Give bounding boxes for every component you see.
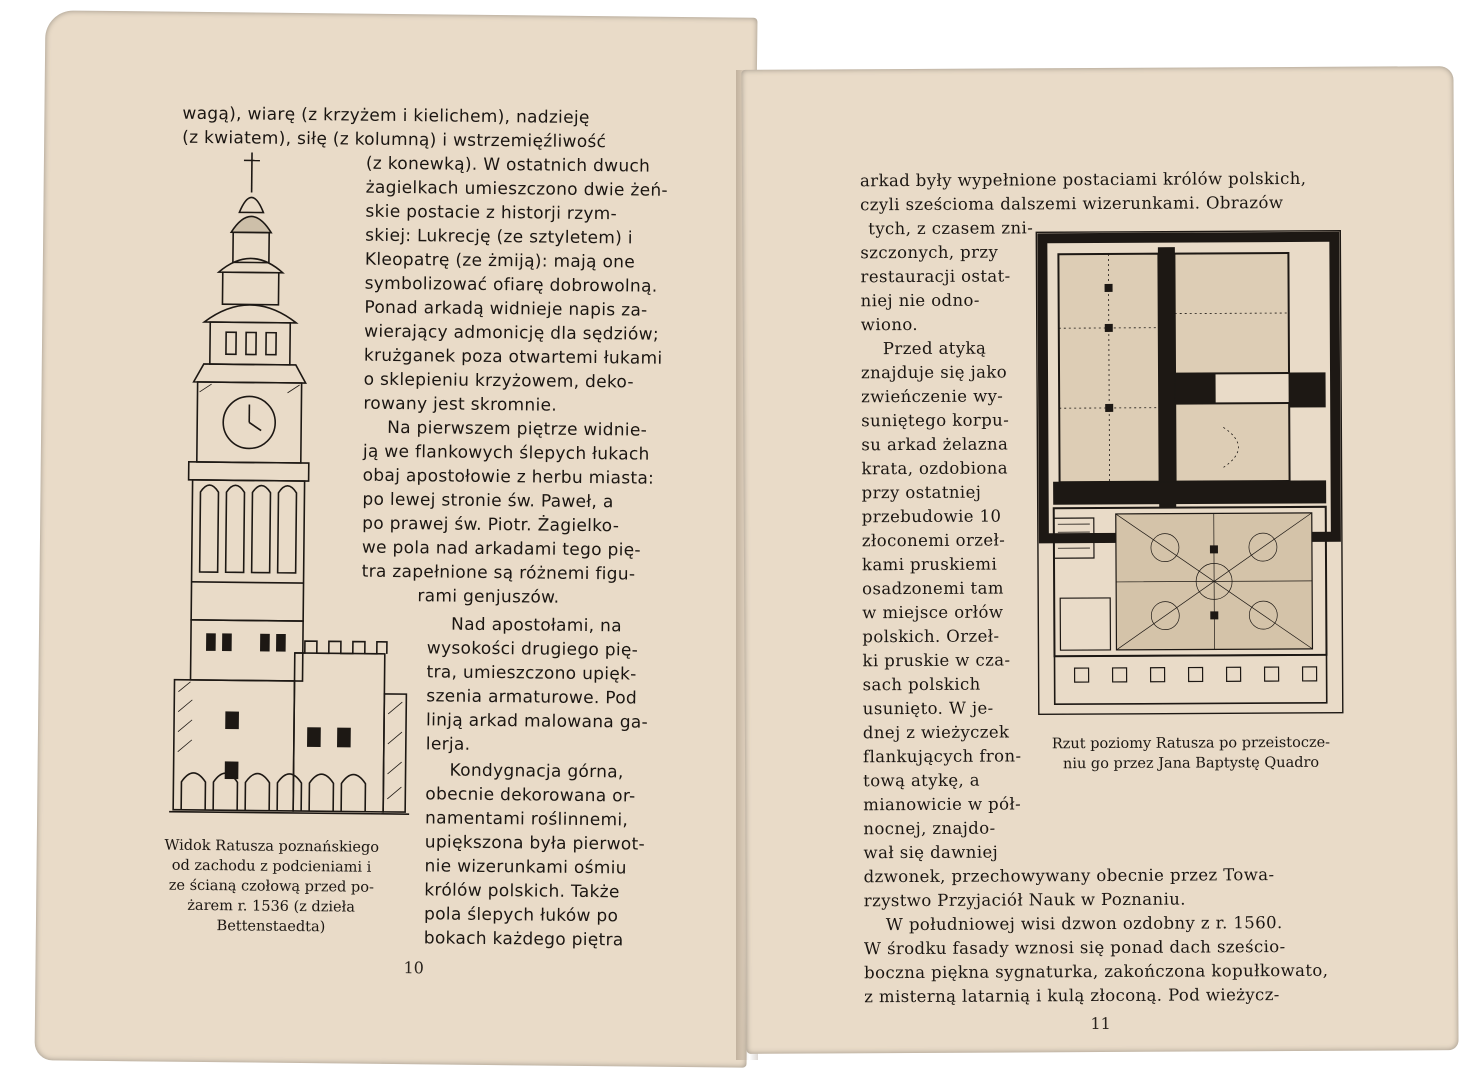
right-text-line: mianowicie w pół- <box>863 794 1022 815</box>
left-text-line: obecnie dekorowana or- <box>425 784 636 807</box>
left-text-line: rami genjuszów. <box>417 586 560 608</box>
right-text-line: czyli sześcioma dalszemi wizerunkami. Obrazów <box>860 193 1284 215</box>
right-text-line: boczna piękna sygnaturka, zakończona kopułkowato, <box>864 960 1329 983</box>
left-text-line: Ponad arkadą widnieje napis za- <box>364 297 648 321</box>
right-text-line: Przed atyką <box>882 338 987 359</box>
left-text-line: krużganek poza otwartemi łukami <box>363 345 663 369</box>
left-text-line: pola ślepych łuków po <box>423 904 619 927</box>
left-caption-line: od zachodu z podcieniami i <box>171 857 372 876</box>
left-text-line: obaj apostołowie z herbu miasta: <box>362 465 655 489</box>
left-text-line: skie postacie z historji rzym- <box>365 201 618 225</box>
right-text-line: arkad były wypełnione postaciami królów polskich, <box>859 168 1307 191</box>
right-caption-line: niu go przez Jana Baptystę Quadro <box>1062 754 1320 773</box>
right-text-line: zwieńczenie wy- <box>861 386 1004 407</box>
right-text-line: ki pruskie w cza- <box>862 650 1011 671</box>
right-text-line: znajduje się jako <box>860 362 1008 383</box>
left-text-line: (z konewką). W ostatnich dwuch <box>365 153 651 177</box>
left-text-line: o sklepieniu krzyżowem, deko- <box>363 369 635 393</box>
right-text-line: z misterną latarnią i kulą złoconą. Pod wieżycz- <box>864 985 1280 1007</box>
right-text-line: kami pruskiemi <box>861 554 998 575</box>
left-text-line: Na pierwszem piętrze widnie- <box>387 417 648 441</box>
left-text-line: (z kwiatem), siłę (z kolumną) i wstrzemięźliwość <box>182 127 607 153</box>
left-text-line: po lewej stronie św. Paweł, a <box>362 489 614 513</box>
right-text-line: dnej z wieżyczek <box>862 722 1010 743</box>
right-text-line: przebudowie 10 <box>861 506 1002 527</box>
left-text-line: królów polskich. Także <box>424 880 620 903</box>
left-caption-line: ze ścianą czołową przed po- <box>168 877 374 896</box>
right-text-line: rzystwo Przyjaciół Nauk w Poznaniu. <box>863 889 1186 911</box>
left-text-line: nie wizerunkami ośmiu <box>424 856 627 879</box>
left-text-line: linją arkad malowana ga- <box>425 710 649 733</box>
right-text-line: tych, z czasem zni- <box>868 218 1034 239</box>
right-text-line: usunięto. W je- <box>862 698 994 719</box>
right-text-line: osadzonemi tam <box>862 578 1004 599</box>
right-text-line: polskich. Orzeł- <box>862 626 1000 647</box>
left-text-line: tra, umieszczono upięk- <box>426 662 637 685</box>
floor-plan-illustration <box>1032 227 1347 719</box>
left-text-line: bokach każdego piętra <box>423 928 624 951</box>
right-text-line: su arkad żelazna <box>861 434 1009 455</box>
left-text-line: wysokości drugiego pię- <box>426 638 639 661</box>
left-text-line: szenia armaturowe. Pod <box>426 686 638 709</box>
right-page <box>741 66 1458 1054</box>
left-text-line: Nad apostołami, na <box>451 614 622 637</box>
left-text-line: skiej: Lukrecję (ze sztyletem) i <box>365 225 633 249</box>
right-text-line: suniętego korpu- <box>861 410 1010 431</box>
left-page-number: 10 <box>403 958 424 978</box>
right-page-number: 11 <box>1090 1013 1111 1034</box>
right-text-line: W południowej wisi dzwon ozdobny z r. 1560. <box>885 913 1283 935</box>
left-caption-line: żarem r. 1536 (z dzieła <box>187 897 356 916</box>
left-caption-line: Widok Ratusza poznańskiego <box>164 837 380 856</box>
right-text-line: niej nie odno- <box>860 290 980 311</box>
right-text-line: w miejsce orłów <box>862 602 1004 623</box>
right-text-line: nocnej, znajdo- <box>863 818 996 839</box>
right-text-line: restauracji ostat- <box>860 266 1011 287</box>
left-text-line: tra zapełnione są różnemi figu- <box>361 561 636 585</box>
left-text-line: żagielkach umieszczono dwie żeń- <box>365 177 669 201</box>
right-text-line: flankujących fron- <box>862 746 1022 767</box>
right-text-line: dzwonek, przechowywany obecnie przez Towa- <box>863 865 1275 887</box>
right-text-line: tową atykę, a <box>863 770 981 791</box>
right-text-line: sach polskich <box>862 674 981 695</box>
left-text-line: Kondygnacja górna, <box>449 760 624 783</box>
right-text-line: szczonych, przy <box>860 242 999 263</box>
right-text-line: złoconemi orzeł- <box>861 530 1006 551</box>
left-text-line: wagą), wiarę (z krzyżem i kielichem), nadzieję <box>182 103 590 129</box>
left-text-line: namentami roślinnemi, <box>424 808 629 831</box>
right-caption-line: Rzut poziomy Ratusza po przeistocze- <box>1051 734 1331 753</box>
left-text-line: upiększona była pierwot- <box>424 832 646 855</box>
left-text-line: rowany jest skromnie. <box>363 393 558 416</box>
left-caption-line: Bettenstaedta) <box>216 918 326 936</box>
left-text-line: Kleopatrę (ze żmiją): mają one <box>364 249 636 273</box>
left-text-line: po prawej św. Piotr. Żagielko- <box>362 513 620 537</box>
right-text-line: wiono. <box>860 314 919 335</box>
left-text-line: we pola nad arkadami tego pię- <box>361 537 641 561</box>
left-text-line: ją we flankowych ślepych łukach <box>362 441 650 465</box>
right-text-line: wał się dawniej <box>863 842 999 863</box>
right-text-line: przy ostatniej <box>861 482 982 503</box>
left-page <box>35 10 758 1067</box>
right-text-line: krata, ozdobiona <box>861 458 1009 479</box>
left-text-line: wierający admonicję dla sędziów; <box>364 321 660 345</box>
left-text-line: symbolizować ofiarę dobrowolną. <box>364 273 658 297</box>
left-text-line: lerja. <box>425 734 471 755</box>
right-text-line: W środku fasady wznosi się ponad dach sześcio- <box>863 937 1286 959</box>
